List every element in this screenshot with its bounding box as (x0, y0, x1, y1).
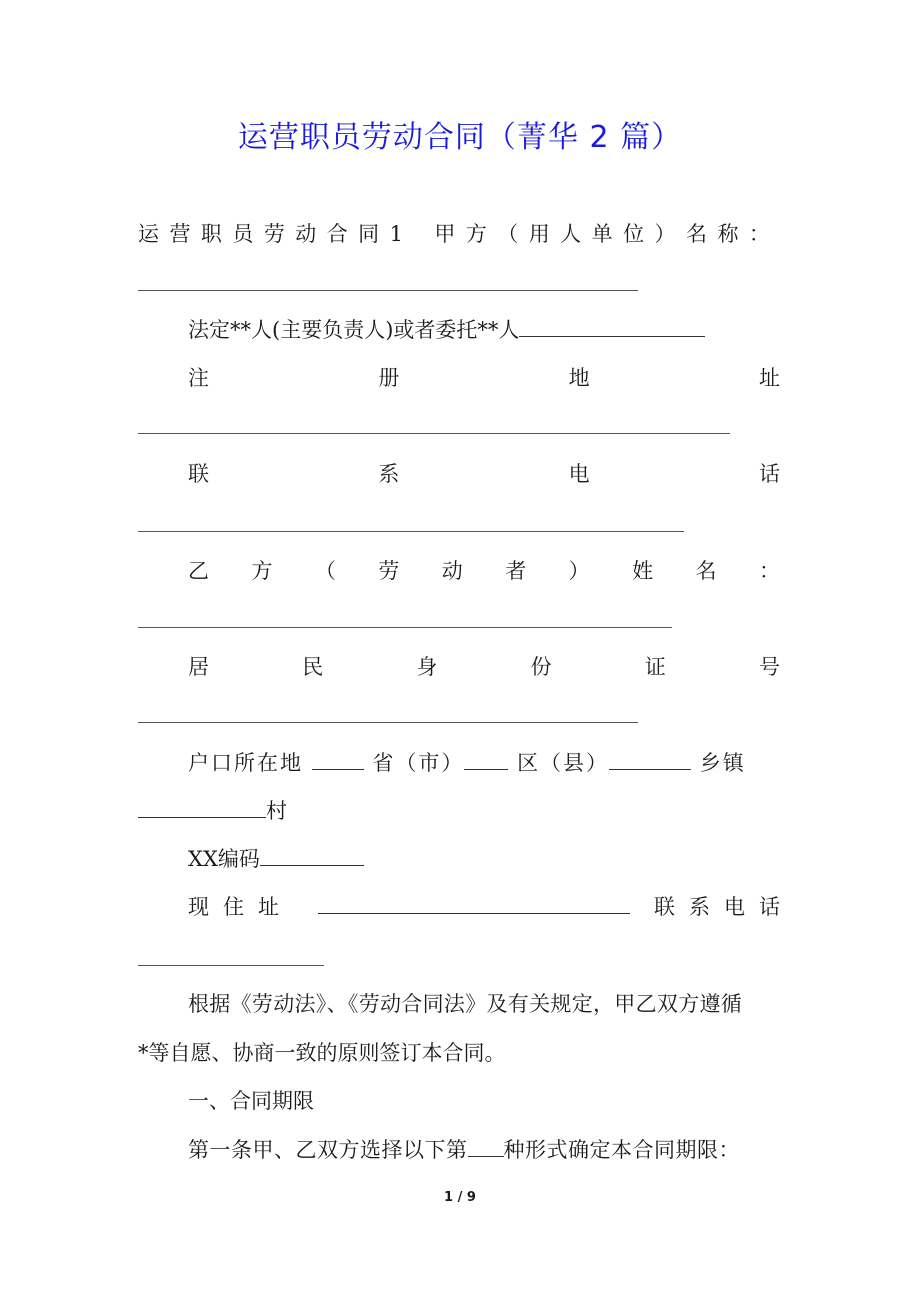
char: 方 (251, 559, 273, 583)
current-address-line (188, 893, 794, 921)
blank (519, 316, 705, 337)
char: 居 (188, 655, 209, 679)
char: 单 (591, 222, 613, 246)
char: 动 (441, 559, 463, 583)
char: 者 (505, 559, 527, 583)
char: 位 (623, 222, 645, 246)
blank-rule (138, 722, 638, 723)
county-label: 区（县） (517, 751, 610, 775)
intro-line (138, 220, 770, 248)
reg-address-line (188, 364, 780, 392)
char: 姓 (632, 559, 654, 583)
contact-phone-label: 联系电话 (654, 895, 794, 919)
char: 电 (568, 462, 590, 486)
current-address-label: 现住址 (188, 895, 293, 919)
village-line (138, 797, 287, 825)
char: 人 (560, 222, 582, 246)
blank-rule (138, 627, 672, 628)
blank-rule (138, 531, 684, 532)
id-line (188, 653, 780, 681)
blank (318, 893, 630, 914)
char: 职 (200, 222, 222, 246)
char: （ (497, 222, 519, 246)
hukou-label: 户口所在地 (188, 751, 303, 775)
paragraph-line: 根据《劳动法》、《劳动合同法》及有关规定，甲乙双方遵循 (188, 992, 743, 1016)
char: 联 (188, 462, 209, 486)
legal-rep-label: 法定**人(主要负责人)或者委托**人 (188, 318, 520, 342)
char: ： (758, 559, 780, 583)
page-number: 1 / 9 (444, 1190, 476, 1205)
blank (138, 797, 266, 818)
char: 份 (530, 655, 552, 679)
char: 合 (326, 222, 348, 246)
char: 动 (295, 222, 317, 246)
postcode-line (188, 845, 364, 873)
province-label: 省（市） (372, 751, 465, 775)
char: 名 (695, 559, 717, 583)
char: 址 (758, 366, 780, 390)
char: 话 (758, 462, 780, 486)
char: 劳 (263, 222, 285, 246)
char: 民 (302, 655, 324, 679)
char: 甲 (434, 222, 456, 246)
char: ： (748, 222, 770, 246)
char: 身 (416, 655, 438, 679)
char: ） (654, 222, 676, 246)
article-line (188, 1136, 740, 1164)
char: 系 (378, 462, 400, 486)
blank (468, 1136, 504, 1157)
char: 注 (188, 366, 209, 390)
hukou-line (188, 749, 746, 777)
village-label: 村 (266, 799, 287, 823)
blank-rule (138, 965, 324, 966)
char: 号 (758, 655, 780, 679)
blank (260, 845, 364, 866)
char: 运 (138, 222, 159, 246)
char: 营 (169, 222, 191, 246)
legal-rep-line (188, 316, 705, 344)
postcode-label: XX编码 (188, 847, 260, 871)
char: 名 (685, 222, 707, 246)
blank-rule (138, 290, 638, 291)
char: 员 (232, 222, 254, 246)
char: 同 (358, 222, 380, 246)
blank (609, 749, 691, 770)
char: 地 (568, 366, 590, 390)
char: 方 (465, 222, 487, 246)
blank-rule (138, 433, 730, 434)
char: 乙 (188, 559, 209, 583)
blank (312, 749, 364, 770)
document-title: 运营职员劳动合同（菁华 2 篇） (237, 120, 683, 155)
char: 册 (378, 366, 400, 390)
town-label: 乡镇 (699, 751, 746, 775)
paragraph-line: *等自愿、协商一致的原则签订本合同。 (138, 1041, 506, 1065)
char: （ (314, 559, 336, 583)
article-text: 第一条甲、乙双方选择以下第 (188, 1138, 468, 1162)
article-text: 种形式确定本合同期限： (503, 1138, 740, 1162)
blank (464, 749, 508, 770)
char: 1 (389, 222, 403, 246)
char: 劳 (378, 559, 400, 583)
section-heading: 一、合同期限 (188, 1089, 314, 1113)
char: 证 (644, 655, 666, 679)
char: ） (568, 559, 590, 583)
char: 用 (528, 222, 550, 246)
partyb-name-line (188, 557, 780, 585)
char: 称 (717, 222, 739, 246)
phone-line (188, 460, 780, 488)
